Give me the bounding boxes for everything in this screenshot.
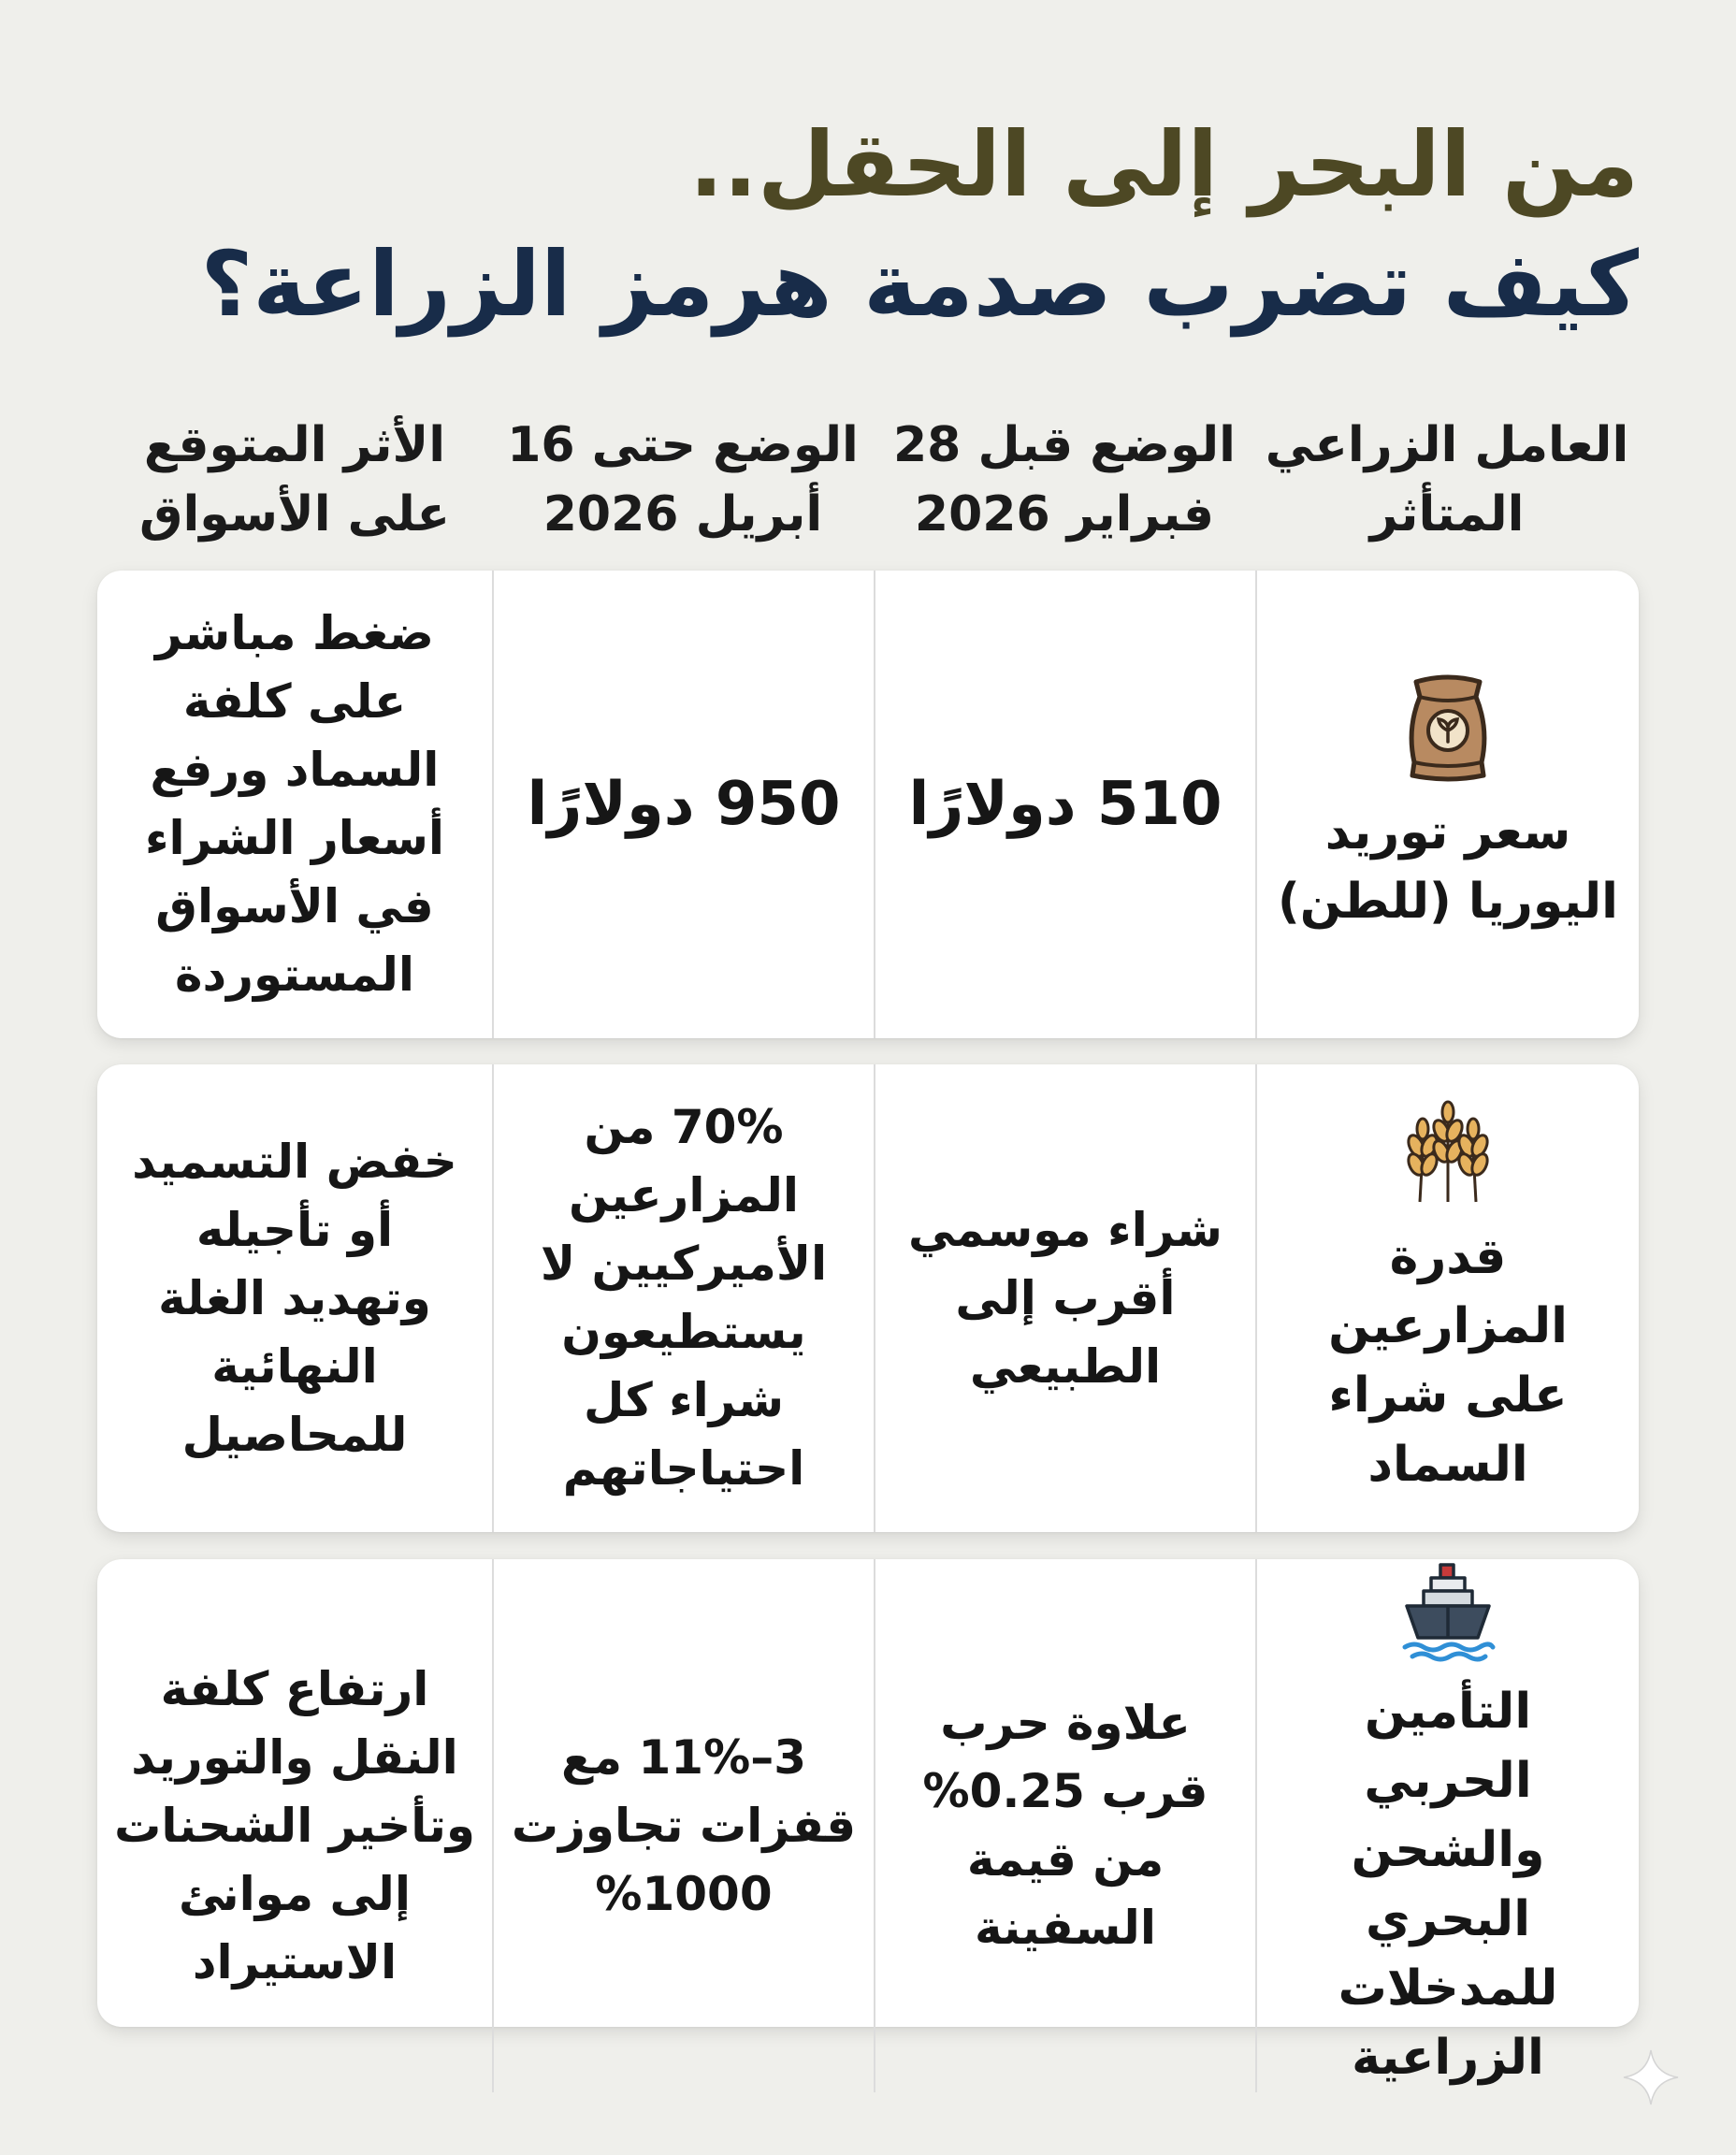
wheat-icon [1396,1097,1500,1209]
until-value: 70% من المزارعين الأميركيين لا يستطيعون شراء كل احتياجاتهم [540,1100,828,1496]
table-header [97,410,1639,550]
fertilizer-bag-icon [1403,673,1493,785]
header-impact: الأثر المتوقع على الأسواق [138,417,451,542]
impact-cell [97,1559,492,2092]
before-cell [874,1559,1255,2092]
header-factor: العامل الزراعي المتأثر [1265,417,1629,542]
table-row [97,571,1639,1038]
before-cell [874,1064,1255,1532]
table-row [97,1559,1639,2086]
until-cell [492,1064,874,1532]
factor-cell [1255,571,1639,1038]
until-cell [492,571,874,1038]
title-line-2: كيف تضرب صدمة هرمز الزراعة؟ [200,232,1639,337]
title-block [0,105,1639,344]
ship-icon [1399,1559,1497,1664]
impact-cell [97,1064,492,1532]
before-value: 510 دولارًا [908,770,1222,839]
factor-label: التأمين الحربي والشحن البحري للمدخلات الزراعية [1338,1684,1558,2086]
sparkle-icon [1622,2048,1680,2106]
impact-text: ضغط مباشر على كلفة السماد ورفع أسعار الشراء في الأسواق المستوردة [144,606,445,1002]
title-line-1: من البحر إلى الحقل.. [688,112,1639,217]
until-value: 3–11% مع قفزات تجاوزت 1000% [511,1729,857,1921]
header-until: الوضع حتى 16 أبريل 2026 [507,417,859,542]
until-value: 950 دولارًا [527,770,841,839]
factor-cell [1255,1559,1639,2092]
before-cell [874,571,1255,1038]
before-value: علاوة حرب قرب 0.25% من قيمة السفينة [922,1696,1208,1955]
table-row [97,1064,1639,1532]
before-value: شراء موسمي أقرب إلى الطبيعي [908,1202,1222,1394]
impact-text: خفض التسميد أو تأجيله وتهديد الغلة النهائية للمحاصيل [132,1134,457,1462]
factor-cell [1255,1064,1639,1532]
header-before: الوضع قبل 28 فبراير 2026 [893,417,1236,542]
impact-cell [97,571,492,1038]
until-cell [492,1559,874,2092]
factor-label: قدرة المزارعين على شراء السماد [1328,1229,1568,1493]
factor-label: سعر توريد اليوريا (للطن) [1278,804,1618,930]
impact-text: ارتفاع كلفة النقل والتوريد وتأخير الشحنات إلى موانئ الاستيراد [114,1661,475,1989]
